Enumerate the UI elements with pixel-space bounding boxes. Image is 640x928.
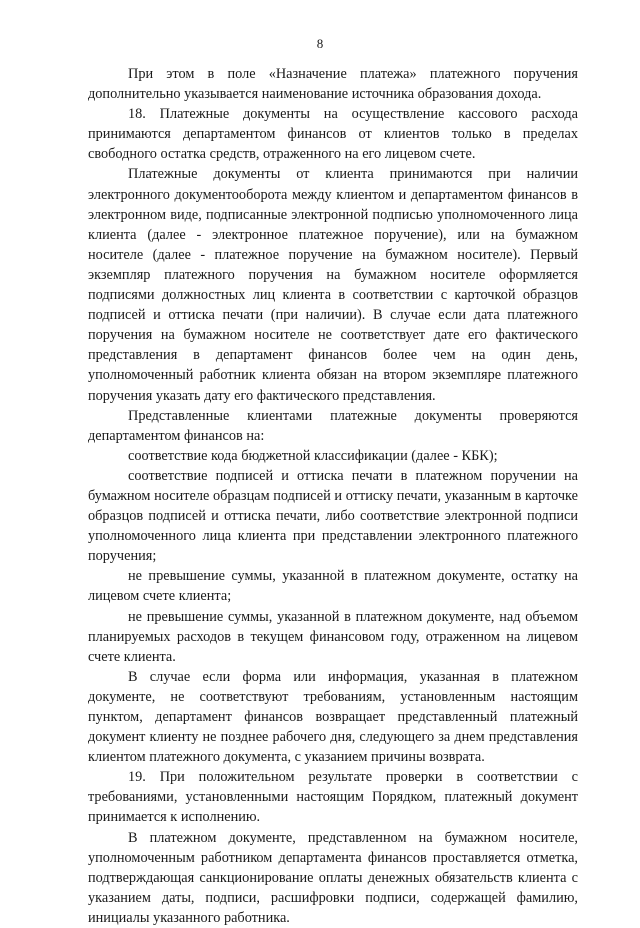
page-number: 8 (316, 36, 324, 51)
paragraph-approval-mark: В платежном документе, представленном на бумажном носителе, уполномоченным работником департамента финансов проставляется отметка, подтверждающая санкционирование оплаты денежных обязательств клиента с указанием даты, подписи, расшифровки подписи, содержащей фамилию, инициалы указанного работника. (88, 829, 578, 926)
paragraph-return: В случае если форма или информация, указанная в платежном документе, не соответствуют требованиям, установленным настоящим пунктом, департамент финансов возвращает представленный платежный документ клиенту не позднее рабочего дня, следующего за днем представления клиентом платежного документа, с указанием причины возврата. (88, 668, 578, 766)
paragraph-check-signatures: соответствие подписей и оттиска печати в платежном поручении на бумажном носителе образцам подписей и оттиску печати, указанным в карточке образцов подписей и оттиска печати, либо соответствие электронной подписи уполномоченного лица клиента при представлении электронного платежного поручения; (88, 467, 578, 565)
paragraph-check-intro: Представленные клиентами платежные документы проверяются департаментом финансов на: (88, 407, 578, 444)
paragraph-check-balance: не превышение суммы, указанной в платежном документе, остатку на лицевом счете клиента; (88, 568, 578, 605)
paragraph-purpose-field: При этом в поле «Назначение платежа» платежного поручения дополнительно указывается наименование источника образования дохода. (88, 66, 578, 103)
paragraph-check-kbk: соответствие кода бюджетной классификации (далее - КБК); (128, 447, 498, 464)
paragraph-acceptance-conditions: Платежные документы от клиента принимаются при наличии электронного документооборота между клиентом и департаментом финансов в электронном виде, подписанные электронной подписью уполномоченного лица клиента (далее - электронное платежное поручение), или на бумажном носителе (далее - платежное поручение на бумажном носителе). Первый экземпляр платежного поручения на бумажном носителе оформляется подписями должностных лиц клиента в соответствии с карточкой образцов подписей и оттиска печати (при наличии). В случае если дата платежного поручения на бумажном носителе не соответствует дате его фактического представления в департамент финансов более чем на один день, уполномоченный работник клиента обязан на втором экземпляре платежного поручения указать дату его фактического представления. (88, 166, 578, 404)
document-body (88, 64, 578, 928)
paragraph-item-19: 19. При положительном результате проверки в соответствии с требованиями, установленными настоящим Порядком, платежный документ принимается к исполнению. (88, 769, 578, 826)
paragraph-check-planned-expenses: не превышение суммы, указанной в платежном документе, над объемом планируемых расходов в текущем финансовом году, отраженном на лицевом счете клиента. (88, 608, 578, 665)
paragraph-item-18: 18. Платежные документы на осуществление кассового расхода принимаются департаментом финансов от клиентов только в пределах свободного остатка средств, отраженного на его лицевом счете. (88, 106, 578, 163)
